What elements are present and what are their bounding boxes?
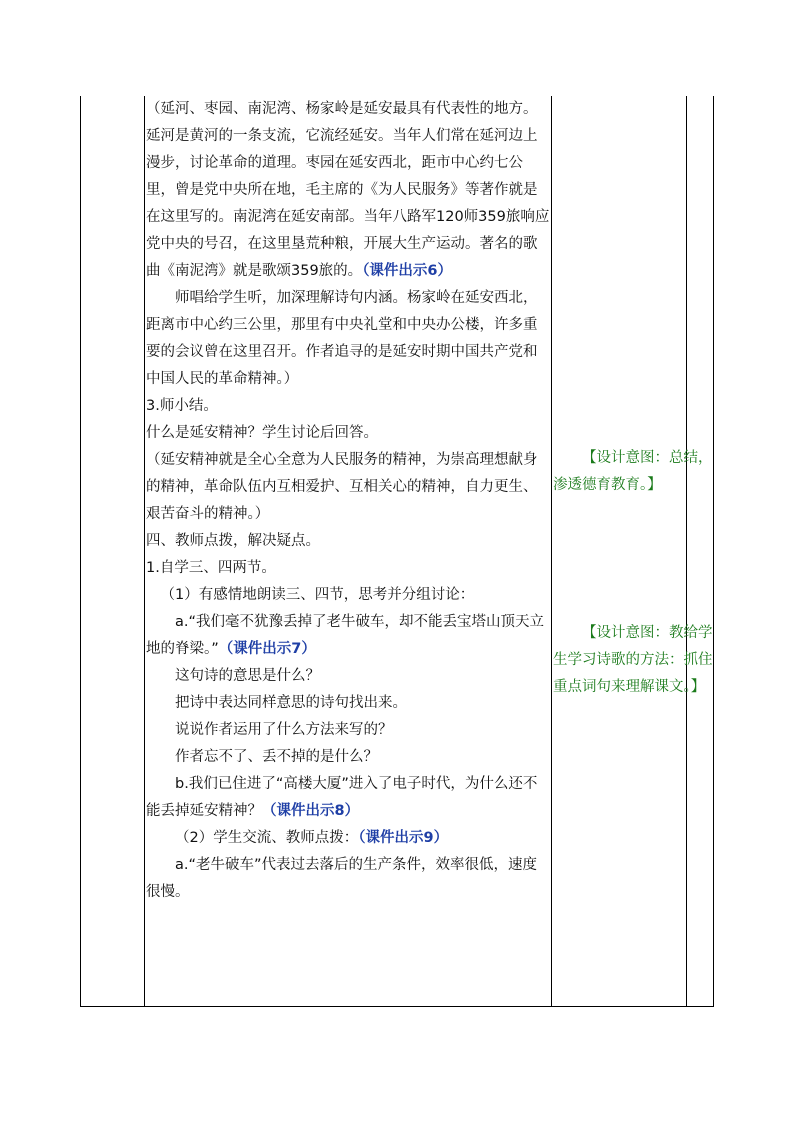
paragraph-item-b: b.我们已住进了“高楼大厦”进入了电子时代，为什么还不能丢掉延安精神？（课件出示8） [146,776,538,819]
table-col-divider-3 [686,96,687,1006]
courseware-tag: （课件出示6） [362,263,453,279]
table-left-border [80,96,81,1006]
section-heading: 四、教师点拨，解决疑点。 [146,533,320,549]
paragraph-exchange: （2）学生交流、教师点拨：（课件出示9） [175,830,449,846]
paragraph-summary-heading: 3.师小结。 [146,398,218,414]
paragraph-places: （延河、枣园、南泥湾、杨家岭是延安最具有代表性的地方。延河是黄河的一条支流，它流经延安。当年人们常在延河边上漫步，讨论革命的道理。枣园在延安西北，距市中心约七公里，曾是党中央所在地，毛主席的《为人民服务》等著作就是在这里写的。南泥湾在延安南部。当年八路军120师359旅响应党中央的号召，在这里垦荒种粮，开展大生产运动。著名的歌曲《南泥湾》就是歌颂359旅的。（课件出示6） [146,101,550,279]
courseware-tag: （课件出示9） [358,830,449,846]
courseware-tag: （课件出示8） [262,803,360,819]
table-col-divider-1 [144,96,145,1006]
table-right-border [713,96,714,1006]
question-line: 作者忘不了、丢不掉的是什么？ [175,749,378,765]
paragraph-answer: （延安精神就是全心全意为人民服务的精神，为崇高理想献身的精神，革命队伍内互相爱护、互相关心的精神，自力更生、艰苦奋斗的精神。） [146,452,538,522]
paragraph-item-a: a.“我们毫不犹豫丢掉了老牛破车，却不能丢宝塔山顶天立地的脊梁。”（课件出示7） [146,614,545,657]
paragraph-teacher-sings: 师唱给学生听，加深理解诗句内涵。杨家岭在延安西北，距离市中心约三公里，那里有中央礼堂和中央办公楼，许多重要的会议曾在这里召开。作者追寻的是延安时期中国共产党和中国人民的革命精神。） [146,290,538,387]
question-line: 这句诗的意思是什么？ [175,668,320,684]
design-note-method: 【设计意图：教给学生学习诗歌的方法：抓住重点词句来理解课文。】 [553,625,713,695]
design-note-summary: 【设计意图：总结，渗透德育教育。】 [553,450,713,493]
courseware-tag: （课件出示7） [218,641,316,657]
paragraph-self-study: 1.自学三、四两节。 [146,560,276,576]
table-bottom-border [80,1006,714,1007]
paragraph-read-discuss: （1）有感情地朗读三、四节，思考并分组讨论： [160,587,475,603]
table-col-divider-2 [551,96,552,1006]
question-line: 说说作者运用了什么方法来写的？ [175,722,393,738]
lesson-content [146,96,550,906]
paragraph-question: 什么是延安精神？学生讨论后回答。 [146,425,378,441]
paragraph-old-cart: a.“老牛破车”代表过去落后的生产条件，效率很低，速度很慢。 [146,857,538,900]
question-line: 把诗中表达同样意思的诗句找出来。 [175,695,407,711]
